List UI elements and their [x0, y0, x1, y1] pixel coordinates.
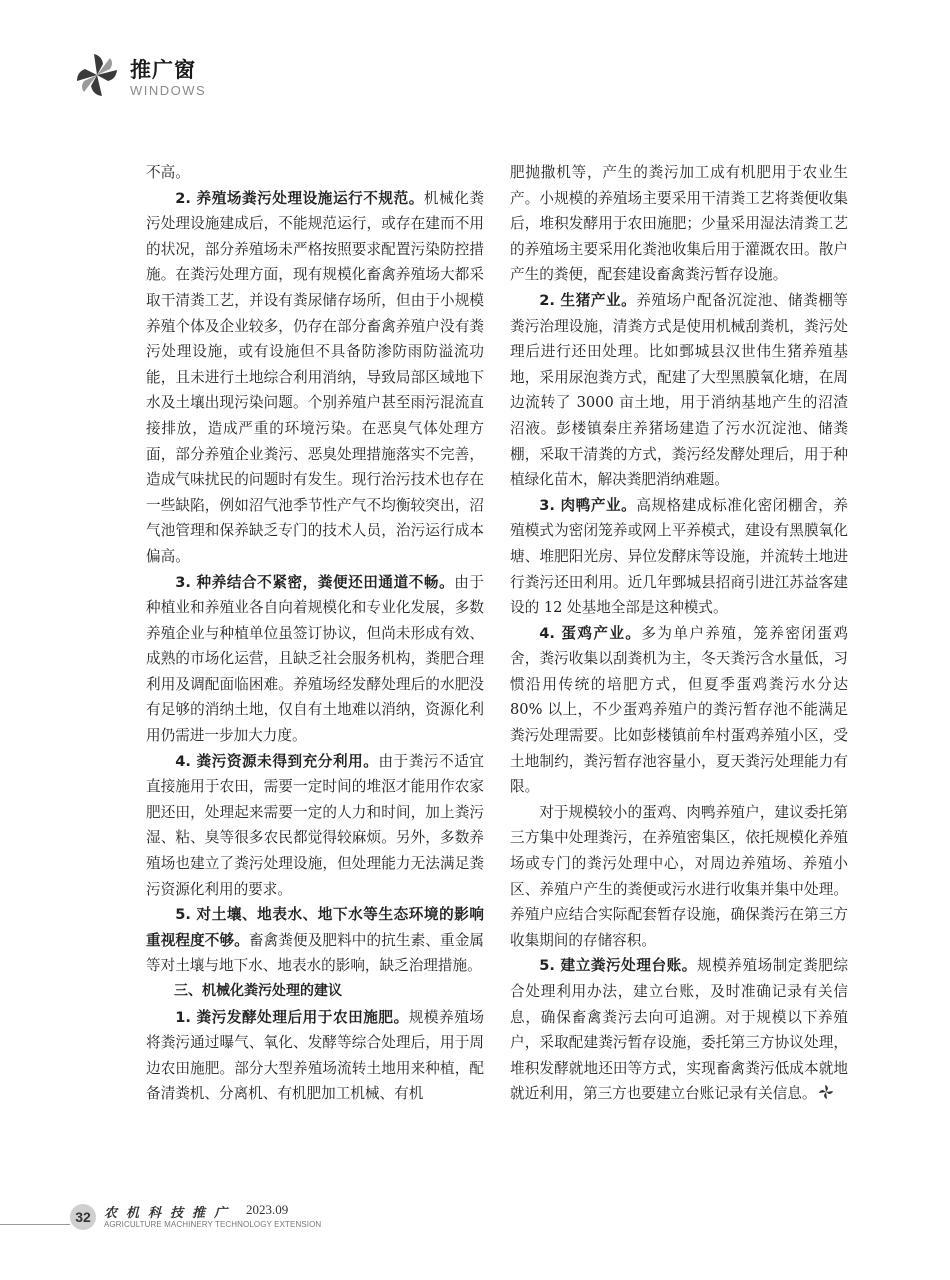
paragraph-lead: 1. 粪污发酵处理后用于农田施肥。	[175, 1008, 409, 1026]
article-end-icon	[818, 1084, 834, 1100]
paragraph-lead: 4. 蛋鸡产业。	[539, 624, 642, 642]
issue-number: 2023.09	[246, 1202, 289, 1217]
paragraph: 3. 种养结合不紧密，粪便还田通道不畅。由于种植业和养殖业各自向着规模化和专业化发展，多数养殖企业与种植单位虽签订协议，但尚未形成有效、成熟的市场化运营，且缺乏社会服务机构，粪肥合理利用及调配面临困难。养殖场经发酵处理后的水肥没有足够的消纳土地，仅自有土地难以消纳，资源化利用仍需进一步加大力度。	[146, 573, 484, 745]
section-subtitle: WINDOWS	[130, 83, 207, 98]
section-heading: 三、机械化粪污处理的建议	[174, 983, 342, 999]
paragraph: 肥抛撒机等，产生的粪污加工成有机肥用于农业生产。小规模的养殖场主要采用干清粪工艺将粪便收集后，堆积发酵用于农田施肥；少量采用湿法清粪工艺的养殖场主要采用化粪池收集后用于灌溉农田。散户产生的粪便，配套建设畜禽粪污暂存设施。	[510, 164, 848, 284]
paragraph-lead: 4. 粪污资源未得到充分利用。	[175, 752, 379, 770]
section-title: 推广窗	[130, 58, 196, 82]
paragraph: 4. 粪污资源未得到充分利用。由于粪污不适宜直接施用于农田，需要一定时间的堆沤才能用作农家肥还田，处理起来需要一定的人力和时间，加上粪污湿、粘、臭等很多农民都觉得较麻烦。另外，多数养殖场也建立了粪污处理设施，但处理能力无法满足粪污资源化利用的要求。	[146, 752, 484, 898]
paragraph: 1. 粪污发酵处理后用于农田施肥。规模养殖场将粪污通过曝气、氧化、发酵等综合处理后，用于周边农田施肥。部分大型养殖场流转土地用来种植，配备清粪机、分离机、有机肥加工机械、有机	[146, 1008, 484, 1103]
paragraph: 5. 对土壤、地表水、地下水等生态环境的影响重视程度不够。畜禽粪便及肥料中的抗生素、重金属等对土壤与地下水、地表水的影响，缺乏治理措施。	[146, 906, 484, 975]
footer-rule	[0, 1224, 70, 1225]
paragraph: 不高。	[146, 164, 190, 181]
page-footer	[0, 1196, 420, 1236]
magazine-title-en: AGRICULTURE MACHINERY TECHNOLOGY EXTENSION	[104, 1220, 322, 1229]
paragraph-lead: 3. 肉鸭产业。	[539, 496, 637, 514]
paragraph-lead: 3. 种养结合不紧密，粪便还田通道不畅。	[175, 573, 455, 591]
paragraph-lead: 5. 建立粪污处理台账。	[539, 957, 697, 975]
paragraph: 对于规模较小的蛋鸡、肉鸭养殖户，建议委托第三方集中处理粪污，在养殖密集区，依托规模化养殖场或专门的粪污处理中心，对周边养殖场、养殖小区、养殖户产生的粪便或污水进行收集并集中处理。养殖户应结合实际配套暂存设施，确保粪污在第三方收集期间的存储容积。	[510, 803, 848, 949]
paragraph: 3. 肉鸭产业。高规格建成标准化密闭棚舍，养殖模式为密闭笼养或网上平养模式，建设有黑膜氧化塘、堆肥阳光房、异位发酵床等设施，并流转土地进行粪污还田利用。近几年鄄城县招商引进江苏益客建设的 12 处基地全部是这种模式。	[510, 496, 848, 617]
page-header	[72, 50, 272, 110]
paragraph: 2. 养殖场粪污处理设施运行不规范。机械化粪污处理设施建成后，不能规范运行，或存在建而不用的状况，部分养殖场未严格按照要求配置污染防控措施。在粪污处理方面，现有规模化畜禽养殖场大都采取干清粪工艺，并设有粪尿储存场所，但由于小规模养殖个体及企业较多，仍存在部分畜禽养殖户没有粪污处理设施，或有设施但不具备防渗防雨防溢流功能，且未进行土地综合利用消纳，导致局部区域地下水及土壤出现污染问题。个别养殖户甚至雨污混流直接排放，造成严重的环境污染。在恶臭气体处理方面，部分养殖企业粪污、恶臭处理措施落实不完善，造成气味扰民的问题时有发生。现行治污技术也存在一些缺陷，例如沼气池季节性产气不均衡较突出，沼气池管理和保养缺乏专门的技术人员，治污运行成本偏高。	[146, 189, 484, 565]
paragraph: 4. 蛋鸡产业。多为单户养殖，笼养密闭蛋鸡舍，粪污收集以刮粪机为主，冬天粪污含水量低，习惯沿用传统的培肥方式，但夏季蛋鸡粪污水分达 80% 以上，不少蛋鸡养殖户的粪污暂存池不能满足粪污处理需要。比如彭楼镇前牟村蛋鸡养殖小区，受土地制约，粪污暂存池容量小，夏天粪污处理能力有限。	[510, 624, 848, 796]
paragraph-lead: 2. 生猪产业。	[539, 291, 637, 309]
pinwheel-logo-icon	[72, 50, 122, 100]
paragraph: 2. 生猪产业。养殖场户配备沉淀池、储粪棚等粪污治理设施，清粪方式是使用机械刮粪机，粪污处理后进行还田处理。比如鄄城县汉世伟生猪养殖基地，采用尿泡粪方式，配建了大型黑膜氧化塘，在周边流转了 3000 亩土地，用于消纳基地产生的沼渣沼液。彭楼镇秦庄养猪场建造了污水沉淀池、储粪棚，采取干清粪的方式，粪污经发酵处理后，用于种植绿化苗木，解决粪肥消纳难题。	[510, 291, 848, 489]
paragraph: 5. 建立粪污处理台账。规模养殖场制定粪肥综合处理利用办法，建立台账，及时准确记录有关信息，确保畜禽粪污去向可追溯。对于规模以下养殖户，采取配建粪污暂存设施，委托第三方协议处理，堆积发酵就地还田等方式，实现畜禽粪污低成本就地就近利用，第三方也要建立台账记录有关信息。	[510, 957, 848, 1103]
page-number: 32	[70, 1204, 96, 1230]
left-column	[146, 160, 484, 1107]
magazine-title: 农机科技推广	[104, 1206, 237, 1221]
right-column	[510, 160, 848, 1107]
paragraph-lead: 5. 对土壤、地表水、地下水等生态环境的影响重视程度不够。	[146, 906, 484, 949]
paragraph-lead: 2. 养殖场粪污处理设施运行不规范。	[175, 189, 424, 207]
